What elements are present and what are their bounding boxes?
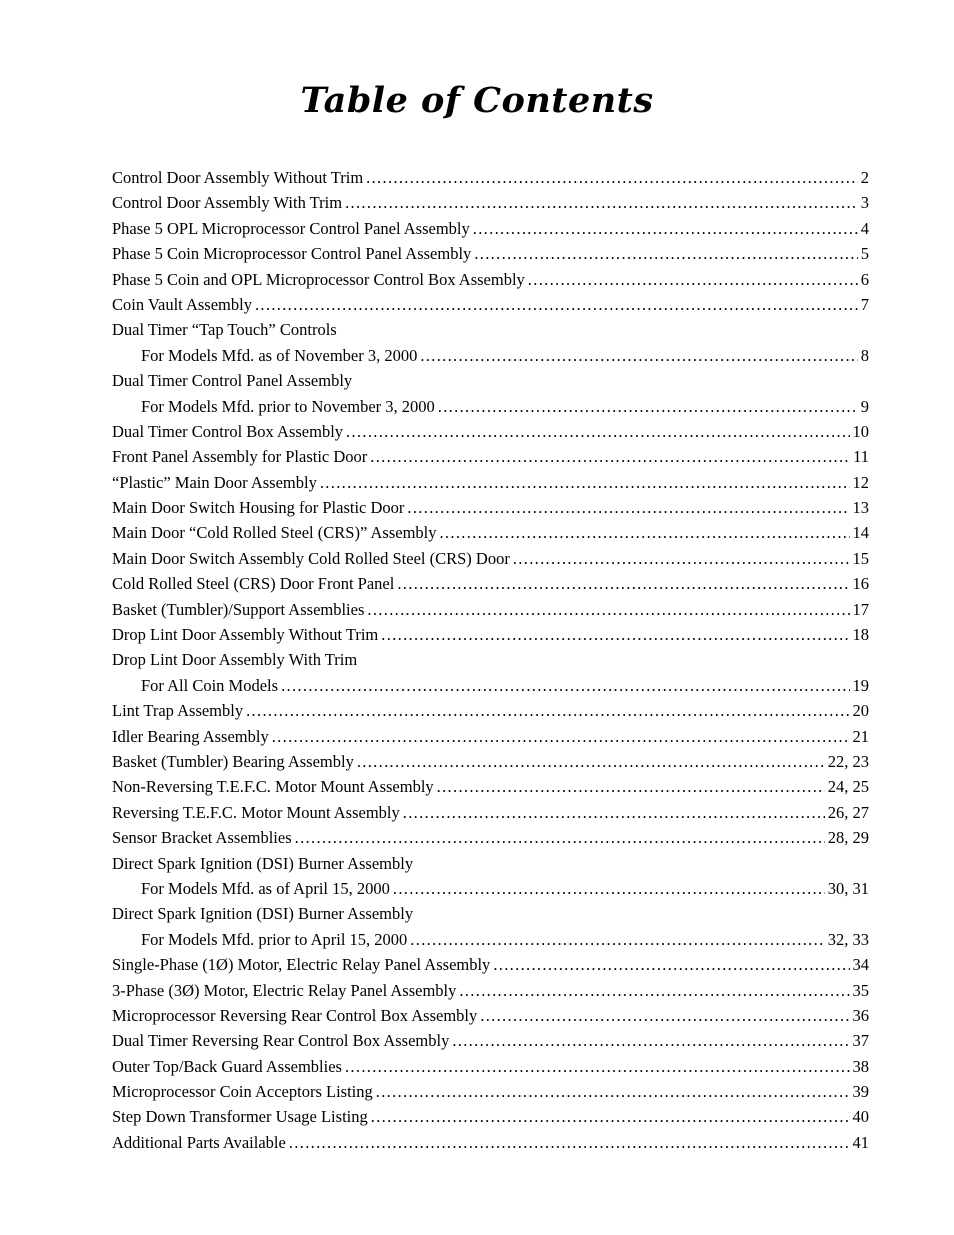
toc-entry-label: Idler Bearing Assembly: [112, 726, 269, 746]
toc-page-number: 39: [852, 1082, 869, 1102]
toc-entry-label: For Models Mfd. as of November 3, 2000: [141, 345, 418, 365]
toc-entry: [112, 1104, 869, 1129]
toc-entry-label: Front Panel Assembly for Plastic Door: [112, 447, 368, 467]
toc-entry-label: Single-Phase (1Ø) Motor, Electric Relay Panel Assembly: [112, 955, 491, 975]
toc-entry-label: Lint Trap Assembly: [112, 701, 244, 721]
toc-entry: [112, 724, 869, 749]
dot-leader: [452, 1028, 849, 1053]
dot-leader: [272, 724, 850, 749]
toc-entry-label: Dual Timer Control Panel Assembly: [112, 371, 353, 391]
toc-entry: [112, 647, 869, 672]
toc-entry: [112, 470, 869, 495]
dot-leader: [366, 165, 858, 190]
dot-leader: [376, 1079, 850, 1104]
toc-entry-label: Reversing T.E.F.C. Motor Mount Assembly: [112, 802, 400, 822]
toc-entry-label: Additional Parts Available: [112, 1132, 286, 1152]
toc-page-number: 28, 29: [827, 828, 869, 848]
dot-leader: [473, 216, 858, 241]
table-of-contents: [112, 165, 869, 1155]
toc-subentry: [112, 673, 869, 698]
toc-entry-label: Phase 5 Coin Microprocessor Control Panel Assembly: [112, 244, 472, 264]
toc-entry-label: Drop Lint Door Assembly With Trim: [112, 650, 358, 670]
toc-entry: [112, 952, 869, 977]
toc-entry: [112, 800, 869, 825]
toc-entry: [112, 698, 869, 723]
dot-leader: [345, 1054, 850, 1079]
toc-page-number: 8: [860, 345, 869, 365]
dot-leader: [403, 800, 825, 825]
dot-leader: [367, 597, 849, 622]
dot-leader: [528, 267, 858, 292]
toc-entry: [112, 901, 869, 926]
toc-page-number: 14: [852, 523, 869, 543]
toc-entry-label: Phase 5 Coin and OPL Microprocessor Control Box Assembly: [112, 269, 525, 289]
dot-leader: [289, 1130, 850, 1155]
dot-leader: [381, 622, 849, 647]
toc-entry-label: For All Coin Models: [141, 675, 279, 695]
toc-entry: [112, 1054, 869, 1079]
toc-page-number: 5: [860, 244, 869, 264]
toc-page-number: 19: [852, 675, 869, 695]
toc-entry: [112, 597, 869, 622]
toc-entry-label: Main Door Switch Housing for Plastic Door: [112, 498, 405, 518]
toc-entry: [112, 165, 869, 190]
toc-page-number: 20: [852, 701, 869, 721]
toc-page-number: 3: [860, 193, 869, 213]
toc-page-number: 30, 31: [827, 878, 869, 898]
toc-entry: [112, 749, 869, 774]
toc-page-number: 40: [852, 1107, 869, 1127]
toc-page-number: 9: [860, 396, 869, 416]
toc-page-number: 37: [852, 1031, 869, 1051]
dot-leader: [437, 774, 825, 799]
toc-subentry: [112, 343, 869, 368]
dot-leader: [281, 673, 849, 698]
toc-page-number: 16: [852, 574, 869, 594]
toc-entry: [112, 1003, 869, 1028]
toc-entry: [112, 520, 869, 545]
toc-subentry: [112, 876, 869, 901]
toc-entry-label: Direct Spark Ignition (DSI) Burner Assembly: [112, 853, 414, 873]
toc-page-number: 13: [852, 498, 869, 518]
toc-entry-label: Control Door Assembly With Trim: [112, 193, 343, 213]
toc-entry: [112, 1028, 869, 1053]
dot-leader: [295, 825, 825, 850]
dot-leader: [345, 190, 858, 215]
toc-entry-label: Dual Timer “Tap Touch” Controls: [112, 320, 337, 340]
toc-entry-label: Direct Spark Ignition (DSI) Burner Assembly: [112, 904, 414, 924]
toc-subentry: [112, 927, 869, 952]
toc-page-number: 21: [852, 726, 869, 746]
toc-entry-label: Basket (Tumbler) Bearing Assembly: [112, 751, 354, 771]
toc-page-number: 6: [860, 269, 869, 289]
toc-entry: [112, 978, 869, 1003]
toc-page-number: 17: [852, 599, 869, 619]
toc-entry: [112, 622, 869, 647]
toc-page-number: 26, 27: [827, 802, 869, 822]
toc-entry-label: Microprocessor Reversing Rear Control Box Assembly: [112, 1005, 478, 1025]
toc-entry: [112, 571, 869, 596]
toc-entry-label: Main Door “Cold Rolled Steel (CRS)” Assembly: [112, 523, 437, 543]
toc-entry-label: Sensor Bracket Assemblies: [112, 828, 292, 848]
toc-entry-label: Dual Timer Reversing Rear Control Box Assembly: [112, 1031, 450, 1051]
toc-page-number: 35: [852, 980, 869, 1000]
toc-entry-label: Control Door Assembly Without Trim: [112, 168, 364, 187]
toc-page-number: 15: [852, 548, 869, 568]
toc-entry-label: Phase 5 OPL Microprocessor Control Panel Assembly: [112, 218, 470, 238]
toc-entry: [112, 317, 869, 342]
toc-page-number: 11: [853, 447, 869, 467]
dot-leader: [439, 520, 849, 545]
toc-page-number: 7: [860, 294, 869, 314]
toc-entry-label: For Models Mfd. prior to April 15, 2000: [141, 929, 408, 949]
toc-entry: [112, 241, 869, 266]
toc-page-number: 4: [860, 218, 869, 238]
toc-entry: [112, 851, 869, 876]
toc-entry: [112, 444, 869, 469]
toc-entry-label: Basket (Tumbler)/Support Assemblies: [112, 599, 365, 619]
toc-entry: [112, 419, 869, 444]
toc-entry: [112, 546, 869, 571]
toc-page-number: 34: [852, 955, 869, 975]
toc-page-number: 12: [852, 472, 869, 492]
dot-leader: [346, 419, 849, 444]
toc-entry: [112, 825, 869, 850]
toc-entry: [112, 774, 869, 799]
toc-page-number: 36: [852, 1005, 869, 1025]
toc-page-number: 41: [852, 1132, 869, 1152]
toc-entry: [112, 1130, 869, 1155]
toc-entry: [112, 495, 869, 520]
toc-page-number: 18: [852, 625, 869, 645]
toc-page-number: 24, 25: [827, 777, 869, 797]
toc-subentry: [112, 394, 869, 419]
toc-page-number: 32, 33: [827, 929, 869, 949]
toc-entry-label: Microprocessor Coin Acceptors Listing: [112, 1082, 373, 1102]
toc-entry-label: Outer Top/Back Guard Assemblies: [112, 1056, 342, 1076]
dot-leader: [320, 470, 850, 495]
toc-entry-label: Non-Reversing T.E.F.C. Motor Mount Assembly: [112, 777, 434, 797]
toc-page-number: 38: [852, 1056, 869, 1076]
dot-leader: [407, 495, 849, 520]
dot-leader: [480, 1003, 849, 1028]
dot-leader: [246, 698, 849, 723]
dot-leader: [493, 952, 849, 977]
toc-page-number: 10: [852, 421, 869, 441]
toc-page-number: 22, 23: [827, 751, 869, 771]
toc-entry: [112, 292, 869, 317]
toc-entry: [112, 216, 869, 241]
dot-leader: [371, 1104, 850, 1129]
toc-entry-label: For Models Mfd. as of April 15, 2000: [141, 878, 390, 898]
toc-entry: [112, 1079, 869, 1104]
toc-entry-label: Drop Lint Door Assembly Without Trim: [112, 625, 379, 645]
dot-leader: [397, 571, 849, 596]
dot-leader: [459, 978, 849, 1003]
toc-entry: [112, 190, 869, 215]
page-title: Table of Contents: [300, 80, 654, 121]
toc-entry: [112, 368, 869, 393]
toc-entry-label: “Plastic” Main Door Assembly: [112, 472, 317, 492]
dot-leader: [438, 394, 858, 419]
toc-entry-label: Dual Timer Control Box Assembly: [112, 421, 344, 441]
dot-leader: [255, 292, 858, 317]
dot-leader: [393, 876, 825, 901]
dot-leader: [357, 749, 825, 774]
dot-leader: [410, 927, 824, 952]
dot-leader: [420, 343, 857, 368]
dot-leader: [474, 241, 857, 266]
toc-entry-label: Cold Rolled Steel (CRS) Door Front Panel: [112, 574, 395, 594]
toc-entry: [112, 267, 869, 292]
dot-leader: [513, 546, 850, 571]
dot-leader: [370, 444, 850, 469]
toc-entry-label: Step Down Transformer Usage Listing: [112, 1107, 368, 1127]
toc-entry-label: For Models Mfd. prior to November 3, 2000: [141, 396, 435, 416]
toc-entry-label: 3-Phase (3Ø) Motor, Electric Relay Panel Assembly: [112, 980, 457, 1000]
toc-entry-label: Coin Vault Assembly: [112, 294, 252, 314]
toc-page-number: 2: [860, 168, 869, 187]
toc-entry-label: Main Door Switch Assembly Cold Rolled Steel (CRS) Door: [112, 548, 510, 568]
